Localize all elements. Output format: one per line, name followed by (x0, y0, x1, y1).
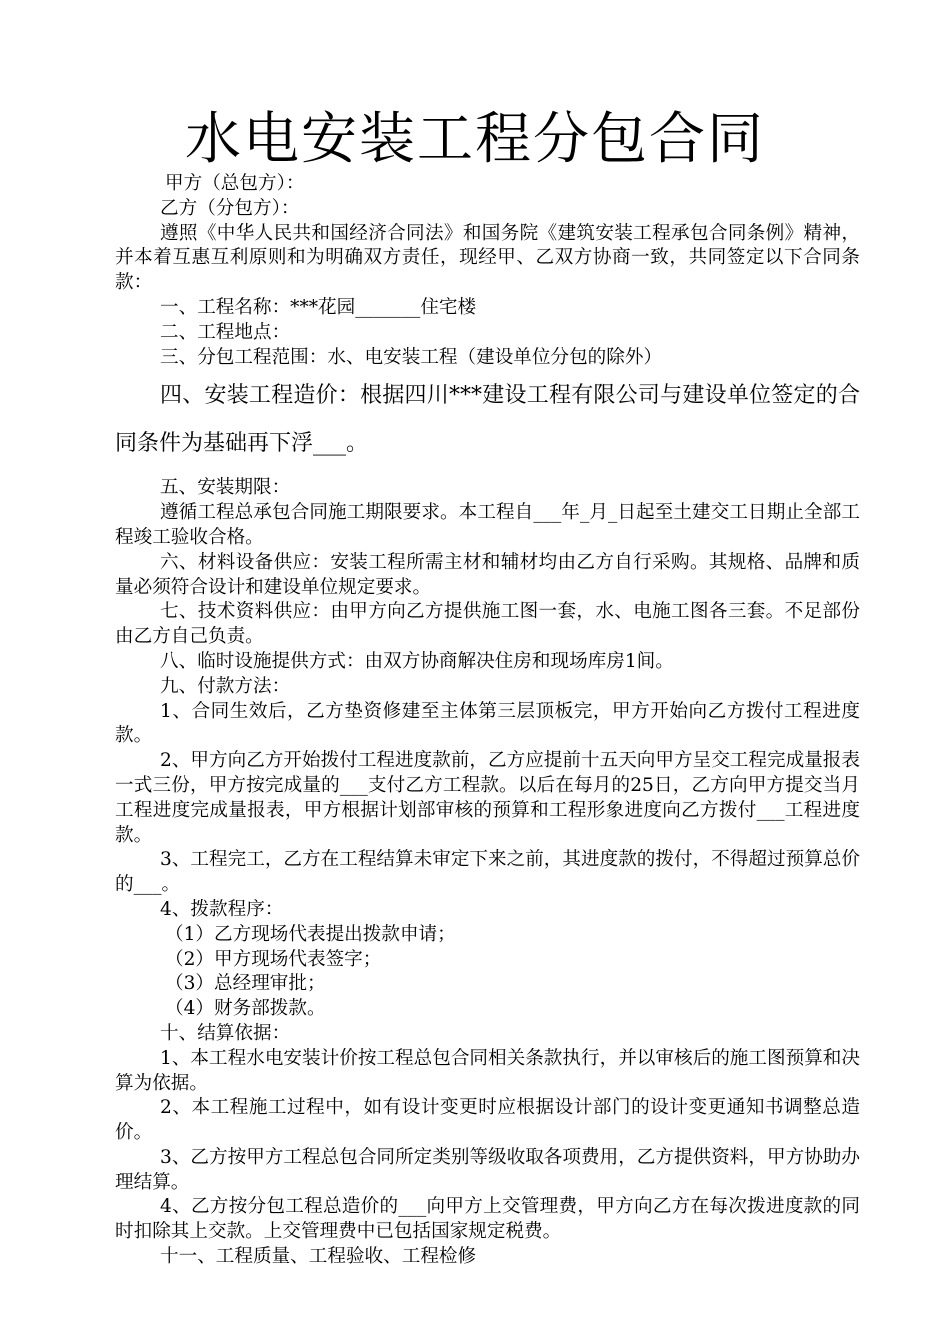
party-b-line: 乙方（分包方）： (160, 197, 300, 219)
document-title: 水电安装工程分包合同 (185, 107, 765, 172)
settlement-item-2: 2、本工程施工过程中，如有设计变更时应根据设计部门的设计变更通知书调整总造价。 (115, 1097, 860, 1144)
clause-4-cost: 四、安装工程造价：根据四川***建设工程有限公司与建设单位签定的合同条件为基础再下浮___。 (115, 383, 860, 457)
payment-step-3: （3）总经理审批； (165, 973, 326, 995)
payment-item-4: 4、拨款程序： (160, 898, 284, 920)
preamble-paragraph: 遵照《中华人民共和国经济合同法》和国务院《建筑安装工程承包合同条例》精神，并本着互惠互利原则和为明确双方责任，现经甲、乙双方协商一致，共同签定以下合同条款： (115, 222, 860, 294)
clause-2-project-location: 二、工程地点： (160, 321, 291, 343)
settlement-item-1: 1、本工程水电安装计价按工程总包合同相关条款执行，并以审核后的施工图预算和决算为依据。 (115, 1047, 860, 1094)
clause-1-project-name: 一、工程名称：***花园_______住宅楼 (160, 296, 477, 318)
clause-8-temporary-facilities: 八、临时设施提供方式：由双方协商解决住房和现场库房1间。 (160, 650, 674, 672)
settlement-item-4: 4、乙方按分包工程总造价的___向甲方上交管理费，甲方向乙方在每次拨进度款的同时扣除其上交款。上交管理费中已包括国家规定税费。 (115, 1196, 860, 1243)
settlement-item-3: 3、乙方按甲方工程总包合同所定类别等级收取各项费用，乙方提供资料，甲方协助办理结算。 (115, 1146, 860, 1193)
clause-7-technical-docs: 七、技术资料供应：由甲方向乙方提供施工图一套，水、电施工图各三套。不足部份由乙方自己负责。 (115, 601, 860, 648)
clause-10-settlement-heading: 十、结算依据： (160, 1022, 291, 1044)
payment-item-3: 3、工程完工，乙方在工程结算未审定下来之前，其进度款的拨付，不得超过预算总价的___。 (115, 849, 860, 896)
document-body (115, 172, 860, 1270)
clause-6-materials: 六、材料设备供应：安装工程所需主材和辅材均由乙方自行采购。其规格、品牌和质量必须符合设计和建设单位规定要求。 (115, 551, 860, 598)
payment-step-2: （2）甲方现场代表签字； (165, 948, 382, 970)
party-a-line: 甲方（总包方）： (165, 173, 305, 194)
clause-5-period-heading: 五、安装期限： (160, 477, 291, 499)
payment-step-4: （4）财务部拨款。 (165, 998, 326, 1020)
payment-item-1: 1、合同生效后，乙方垫资修建至主体第三层顶板完，甲方开始向乙方拨付工程进度款。 (115, 700, 860, 747)
clause-11-quality-heading: 十一、工程质量、工程验收、工程检修 (160, 1246, 477, 1268)
clause-5-period-text: 遵循工程总承包合同施工期限要求。本工程自___年_月_日起至土建交工日期止全部工程竣工验收合格。 (115, 502, 860, 548)
payment-step-1: （1）乙方现场代表提出拨款申请； (165, 923, 456, 945)
payment-item-2: 2、甲方向乙方开始拨付工程进度款前，乙方应提前十五天向甲方呈交工程完成量报表一式三份，甲方按完成量的___支付乙方工程款。以后在每月的25日，乙方向甲方提交当月工程进度完成量报表，甲方根据计划部审核的预算和工程形象进度向乙方拨付___工程进度款。 (115, 750, 860, 846)
clause-9-payment-heading: 九、付款方法： (160, 675, 291, 697)
clause-3-scope: 三、分包工程范围：水、电安装工程（建设单位分包的除外） (160, 346, 663, 368)
